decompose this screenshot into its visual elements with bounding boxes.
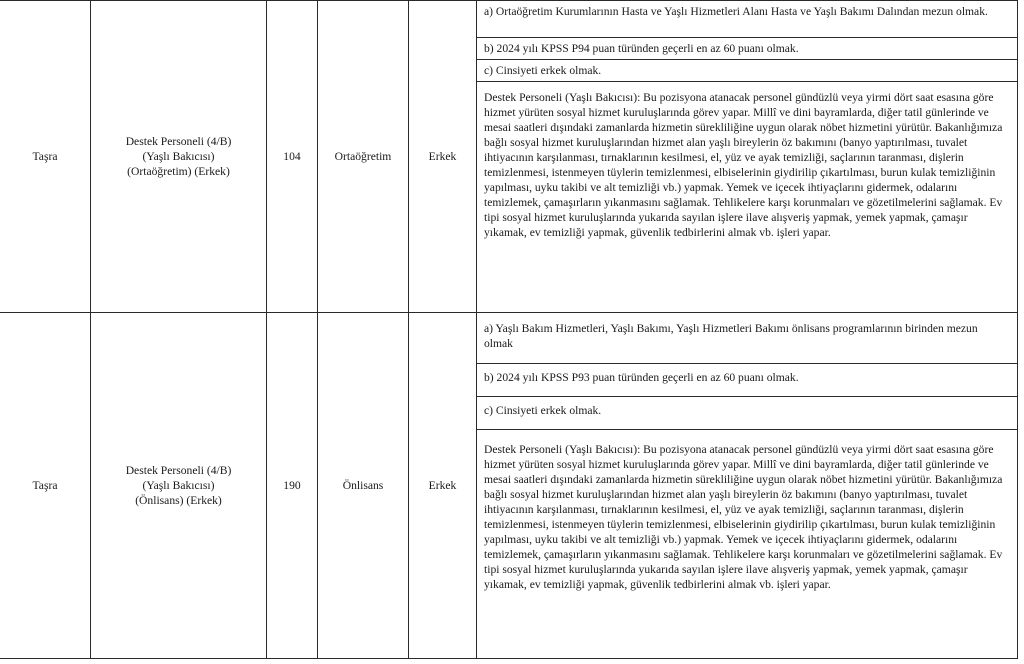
gender-cell	[409, 1, 477, 313]
location-text: Taşra	[32, 150, 58, 163]
position-title-line: Destek Personeli (4/B)	[125, 464, 232, 477]
table-row	[0, 1, 1018, 313]
position-title-cell	[91, 313, 267, 659]
position-count-cell	[267, 1, 318, 313]
position-count: 104	[283, 150, 301, 163]
requirements-list	[477, 1, 1017, 246]
position-count-cell	[267, 313, 318, 659]
requirement-item: c) Cinsiyeti erkek olmak.	[477, 60, 1017, 82]
requirements-cell	[477, 313, 1018, 659]
education-level-cell	[318, 313, 409, 659]
position-count: 190	[283, 479, 301, 492]
requirements-list	[477, 313, 1017, 598]
gender-text: Erkek	[428, 150, 457, 163]
position-title-line: (Yaşlı Bakıcısı)	[142, 479, 215, 492]
location-text: Taşra	[32, 479, 58, 492]
education-level: Ortaöğretim	[334, 150, 392, 163]
requirement-item: b) 2024 yılı KPSS P93 puan türünden geçerli en az 60 puanı olmak.	[477, 364, 1017, 397]
requirements-cell	[477, 1, 1018, 313]
requirement-item: a) Yaşlı Bakım Hizmetleri, Yaşlı Bakımı, Yaşlı Hizmetleri Bakımı önlisans programlarının birinden mezun olmak	[477, 313, 1017, 364]
job-description: Destek Personeli (Yaşlı Bakıcısı): Bu pozisyona atanacak personel gündüzlü veya yirmi dört saat esasına göre hizmet yürüten sosyal hizmet kuruluşlarında görev yapar. Millî ve dini bayramlarda, diğer tatil günlerinde ve mesai saatleri dışındaki zamanlarda hizmetin sürekliliğine uygun olarak nöbet hizmetini yürütür. Bakanlığımıza bağlı sosyal hizmet kuruluşlarından hizmet alan yaşlı bireylerin öz bakımını (banyo yaptırılması, tuvalet ihtiyacının karşılanması, tırnaklarının kesilmesi, el, yüz ve ayak temizliği, saçlarının taranması, dişlerin temizlenmesi, istenmeyen tüylerin temizlenmesi, elbiselerinin giydirilip çıkartılması, burun kulak temizliğinin yapılması, uyku takibi ve alt temizliği vb.) yapmak. Yemek ve içecek ihtiyaçlarını gidermek, odalarını temizlemek, çamaşırların yıkanmasını sağlamak. Tehlikelere karşı korunmaları ve gözetilmelerini sağlamak. Ev tipi sosyal hizmet kuruluşlarında yukarıda sayılan işlere ilave alışveriş yapmak, yemek yapmak, çamaşır yıkamak, ev temizliği yapmak, güvenlik tedbirlerini almak vb. işleri yapar.	[484, 91, 1003, 239]
gender-cell	[409, 313, 477, 659]
education-level-cell	[318, 1, 409, 313]
requirement-item: b) 2024 yılı KPSS P94 puan türünden geçerli en az 60 puanı olmak.	[477, 38, 1017, 60]
location-cell	[0, 1, 91, 313]
position-title-line: (Yaşlı Bakıcısı)	[142, 150, 215, 163]
table-row	[0, 313, 1018, 659]
requirement-item: c) Cinsiyeti erkek olmak.	[477, 397, 1017, 430]
position-title-line: (Önlisans) (Erkek)	[135, 494, 222, 507]
gender-text: Erkek	[428, 479, 457, 492]
location-cell	[0, 313, 91, 659]
job-description: Destek Personeli (Yaşlı Bakıcısı): Bu pozisyona atanacak personel gündüzlü veya yirmi dört saat esasına göre hizmet yürüten sosyal hizmet kuruluşlarında görev yapar. Millî ve dini bayramlarda, diğer tatil günlerinde ve mesai saatleri dışındaki zamanlarda hizmetin sürekliliğine uygun olarak nöbet hizmetini yürütür. Bakanlığımıza bağlı sosyal hizmet kuruluşlarından hizmet alan yaşlı bireylerin öz bakımını (banyo yaptırılması, tuvalet ihtiyacının karşılanması, tırnaklarının kesilmesi, el, yüz ve ayak temizliği, saçlarının taranması, dişlerin temizlenmesi, istenmeyen tüylerin temizlenmesi, elbiselerinin giydirilip çıkartılması, burun kulak temizliğinin yapılması, uyku takibi ve alt temizliği vb.) yapmak. Yemek ve içecek ihtiyaçlarını gidermek, odalarını temizlemek, çamaşırların yıkanmasını sağlamak. Tehlikelere karşı korunmaları ve gözetilmelerini sağlamak. Ev tipi sosyal hizmet kuruluşlarında yukarıda sayılan işlere ilave alışveriş yapmak, yemek yapmak, çamaşır yıkamak, ev temizliği yapmak, güvenlik tedbirlerini almak vb. işleri yapar.	[484, 443, 1003, 591]
position-title-cell	[91, 1, 267, 313]
position-title-line: (Ortaöğretim) (Erkek)	[127, 165, 230, 178]
requirement-item: a) Ortaöğretim Kurumlarının Hasta ve Yaşlı Hizmetleri Alanı Hasta ve Yaşlı Bakımı Dalından mezun olmak.	[477, 1, 1017, 38]
education-level: Önlisans	[342, 479, 384, 492]
position-title-line: Destek Personeli (4/B)	[125, 135, 232, 148]
